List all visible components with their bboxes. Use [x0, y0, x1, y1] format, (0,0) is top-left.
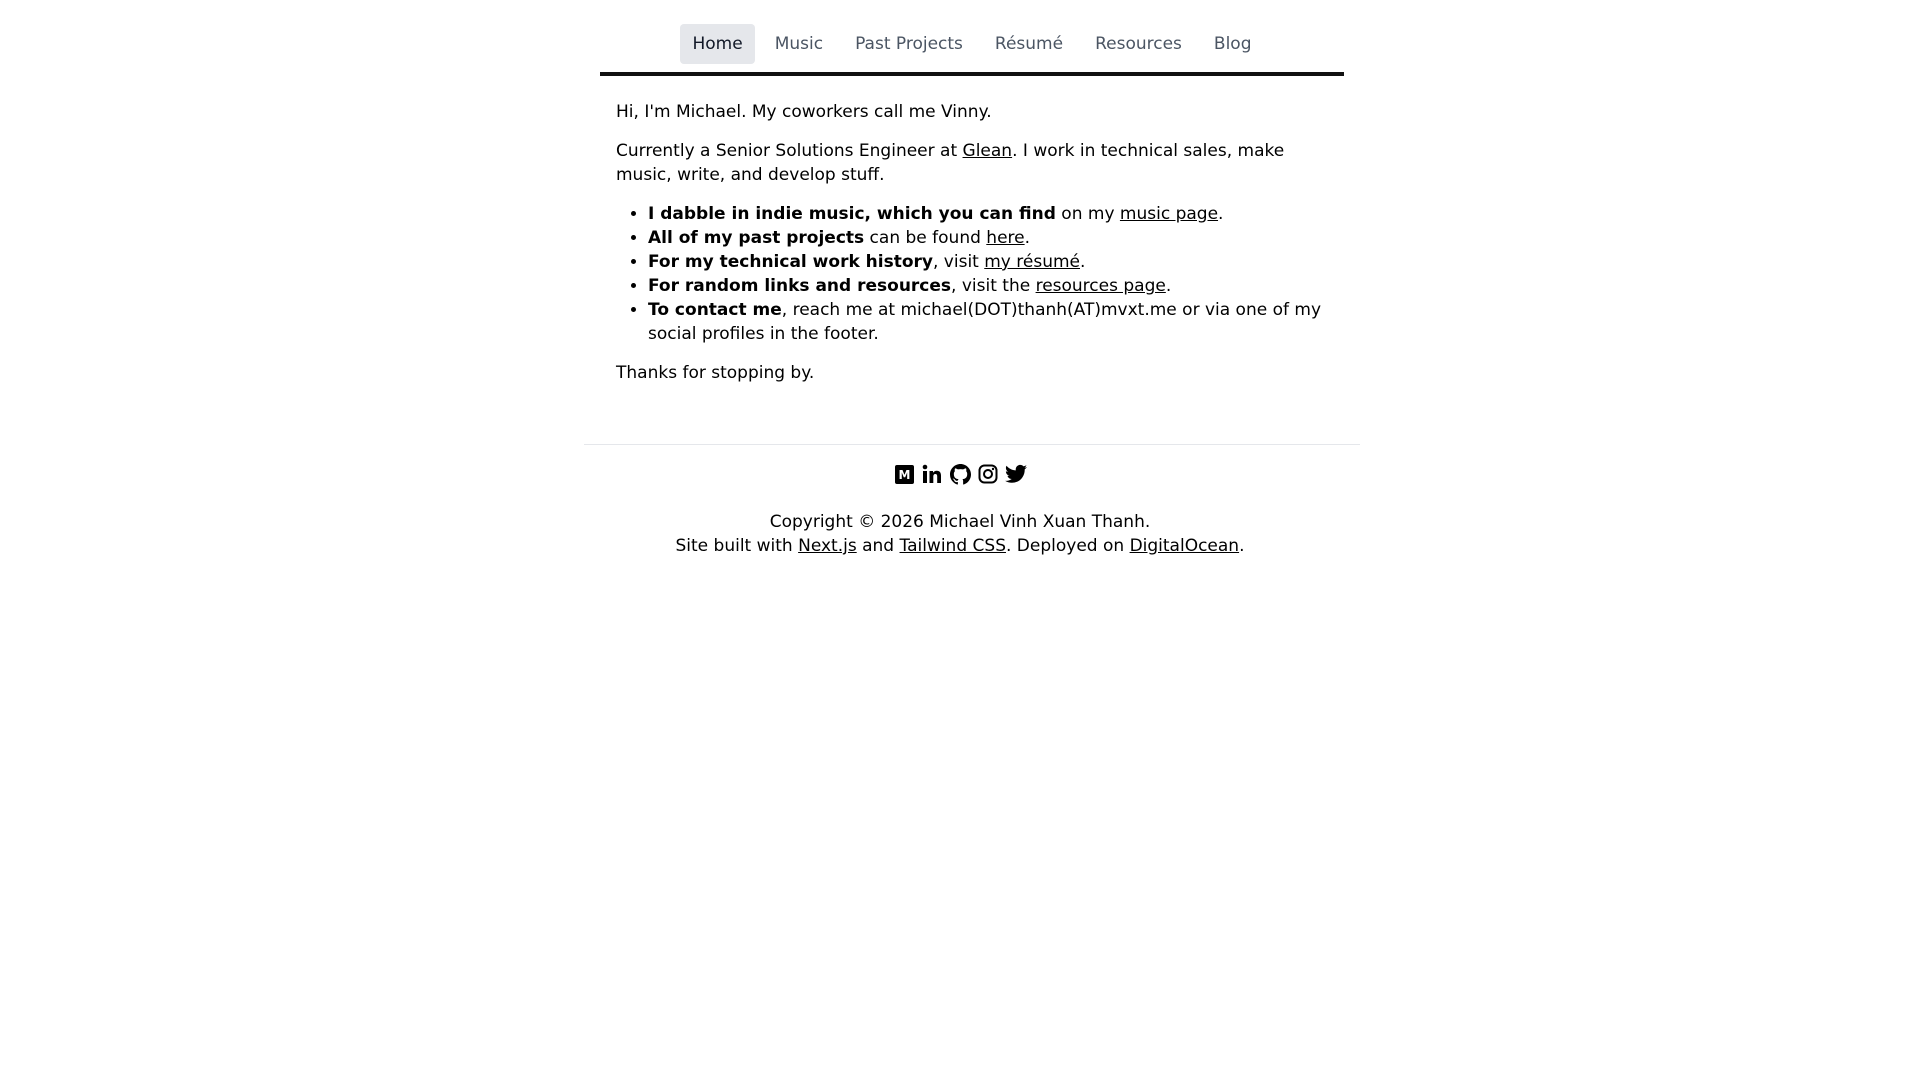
footer [0, 510, 1920, 558]
list-item-text: , visit [933, 252, 985, 272]
nav-item-home[interactable]: Home [680, 24, 754, 64]
built-with-text [0, 534, 1920, 558]
music-page-link[interactable]: music page [1119, 204, 1219, 224]
list-item-after: . [1024, 228, 1031, 248]
list-item [648, 202, 1328, 226]
list-item-text: , reach me at michael(DOT)thanh(AT)mvxt.me or via one of my social profiles in the footer. [648, 300, 1322, 344]
digitalocean-link[interactable]: DigitalOcean [1129, 536, 1240, 556]
resources-page-link[interactable]: resources page [1035, 276, 1166, 296]
built-prefix: Site built with [675, 536, 799, 556]
list-item [648, 274, 1328, 298]
deployed-text: . Deployed on [1005, 536, 1130, 556]
past-projects-link[interactable]: here [986, 228, 1025, 248]
nav-bar [600, 0, 1344, 64]
list-item [648, 226, 1328, 250]
list-item-bold: To contact me [648, 300, 782, 320]
list-item-bold: I dabble in indie music, which you can find [648, 204, 1056, 224]
list-item-bold: For random links and resources [648, 276, 952, 296]
nav-item-music[interactable]: Music [774, 34, 824, 54]
nextjs-link[interactable]: Next.js [798, 536, 857, 556]
main-content [616, 100, 1328, 400]
top-nav [600, 0, 1344, 64]
thanks-text: Thanks for stopping by. [616, 363, 815, 383]
social-links [0, 462, 1920, 486]
nav-divider [600, 72, 1344, 76]
list-item-bold: All of my past projects [648, 228, 865, 248]
instagram-icon[interactable] [977, 462, 999, 486]
list-item-text: , visit the [951, 276, 1036, 296]
and-text: and [856, 536, 900, 556]
list-item [648, 298, 1328, 346]
end-text: . [1239, 536, 1245, 556]
linkedin-icon[interactable] [921, 462, 943, 486]
intro-text: Hi, I'm Michael. My coworkers call me Vinny. [616, 102, 992, 122]
list-item-after: . [1080, 252, 1086, 272]
github-icon[interactable] [949, 462, 971, 486]
links-list [616, 202, 1328, 346]
list-item-after: . [1218, 204, 1224, 224]
nav-item-blog[interactable]: Blog [1213, 34, 1252, 54]
current-role-suffix: . I work in technical sales, make music, write, and develop stuff. [616, 141, 1285, 185]
twitter-icon[interactable] [1005, 462, 1027, 486]
nav-item-resources[interactable]: Resources [1095, 34, 1182, 54]
glean-link[interactable]: Glean [962, 141, 1013, 161]
current-role-text [616, 139, 1328, 187]
nav-item-past-projects[interactable]: Past Projects [855, 34, 963, 54]
tailwind-link[interactable]: Tailwind CSS [899, 536, 1006, 556]
list-item [648, 250, 1328, 274]
list-item-bold: For my technical work history [648, 252, 933, 272]
nav-item-resume[interactable]: Résumé [994, 34, 1064, 54]
copyright-text: Copyright © 2026 Michael Vinh Xuan Thanh. [769, 512, 1151, 532]
list-item-text: on my [1055, 204, 1120, 224]
current-role-prefix: Currently a Senior Solutions Engineer at [616, 141, 963, 161]
footer-divider [584, 444, 1360, 445]
svg-text:M: M [898, 467, 910, 482]
resume-link[interactable]: my résumé [984, 252, 1080, 272]
list-item-after: . [1165, 276, 1172, 296]
list-item-text: can be found [864, 228, 987, 248]
medium-icon[interactable] [893, 462, 915, 486]
